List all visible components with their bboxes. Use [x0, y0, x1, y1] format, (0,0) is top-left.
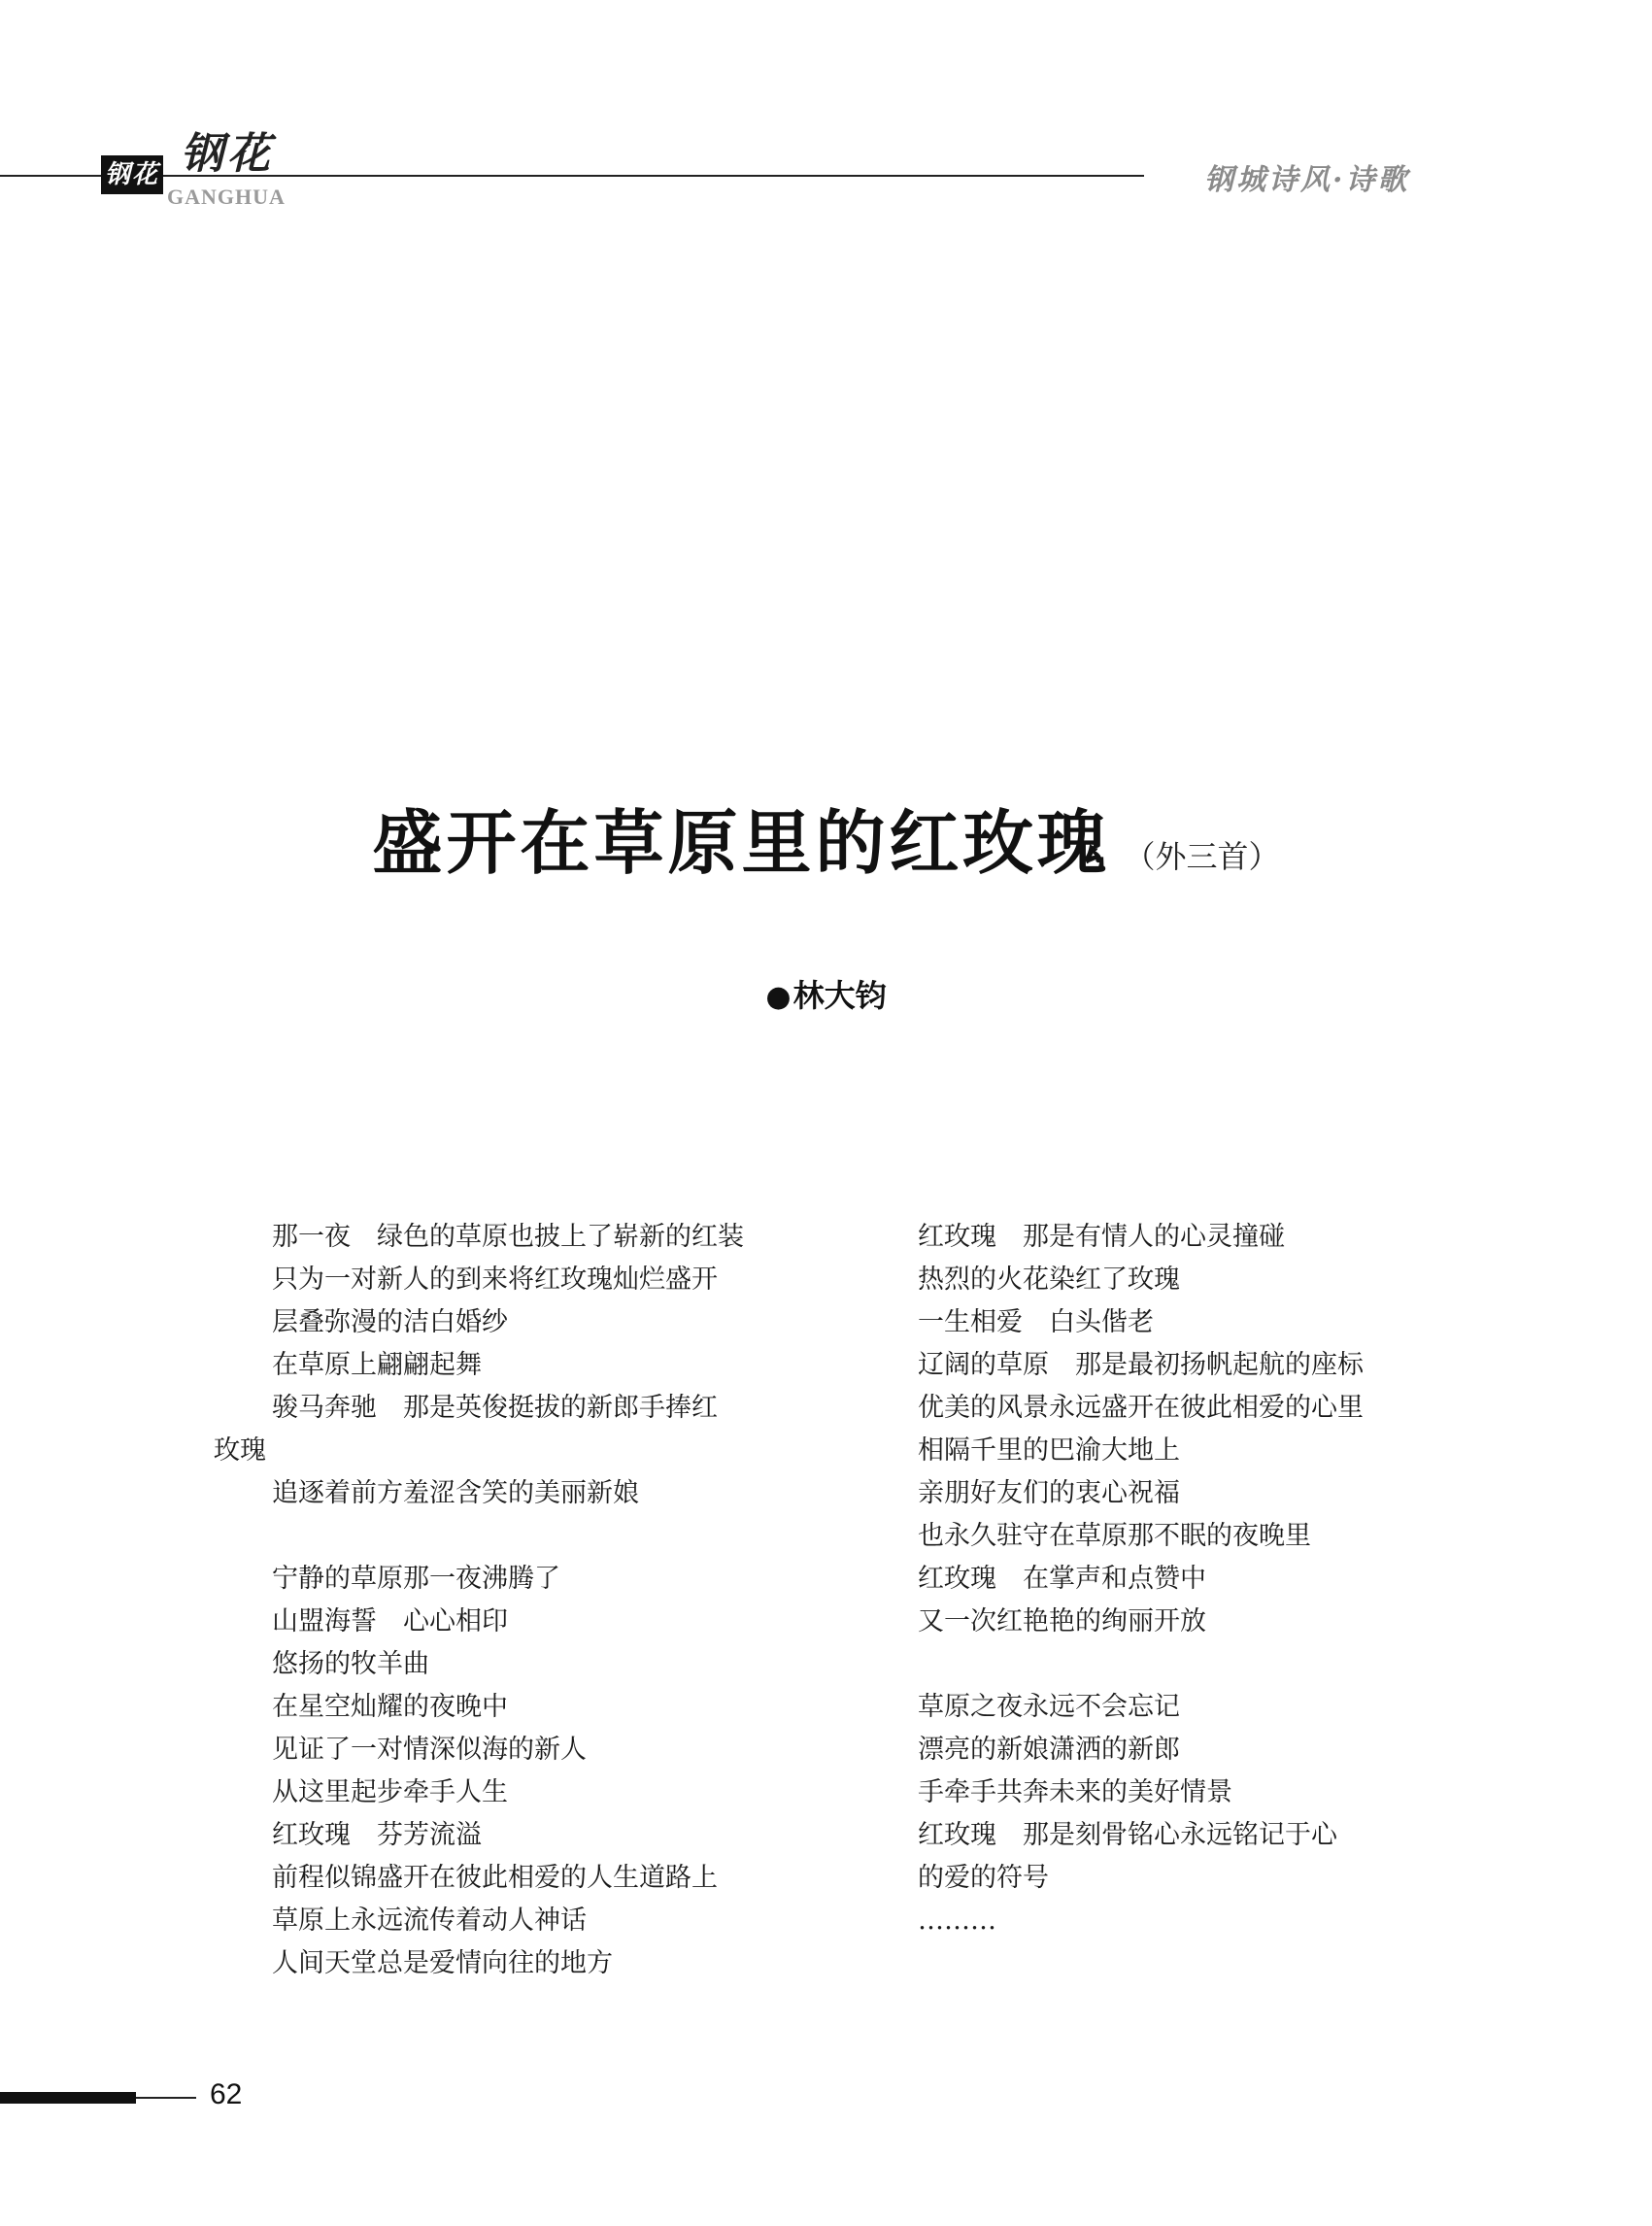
magazine-logo-badge: 钢花: [101, 155, 163, 194]
poem-line: 追逐着前方羞涩含笑的美丽新娘: [272, 1478, 639, 1508]
author-name: 林大钧: [792, 977, 887, 1014]
poem-line: 漂亮的新娘潇洒的新郎: [918, 1735, 1180, 1765]
poem-line: 草原上永远流传着动人神话: [272, 1906, 587, 1936]
poem-line: 红玫瑰 芬芳流溢: [272, 1820, 482, 1850]
poem-line: 前程似锦盛开在彼此相爱的人生道路上: [272, 1863, 718, 1893]
author-byline: [0, 971, 1652, 1016]
poem-line: 又一次红艳艳的绚丽开放: [918, 1606, 1206, 1636]
poem-line: 辽阔的草原 那是最初扬帆起航的座标: [918, 1350, 1364, 1380]
poem-line: 优美的风景永远盛开在彼此相爱的心里: [918, 1393, 1364, 1423]
poem-line: 悠扬的牧羊曲: [272, 1649, 429, 1679]
stanza-gap: [918, 1643, 1462, 1686]
bullet-icon: ●: [765, 980, 792, 1014]
poem-line: 山盟海誓 心心相印: [272, 1606, 508, 1636]
article-title-block: [0, 787, 1652, 888]
poem-line: 从这里起步牵手人生: [272, 1777, 508, 1807]
poem-line: 宁静的草原那一夜沸腾了: [272, 1564, 560, 1594]
poem-line: 手牵手共奔未来的美好情景: [918, 1777, 1232, 1807]
poem-line: 层叠弥漫的洁白婚纱: [272, 1307, 508, 1337]
poem-line: 在星空灿耀的夜晚中: [272, 1692, 508, 1722]
header-rule: [0, 175, 1144, 177]
stanza-gap: [0, 1515, 777, 1558]
poem-line: 见证了一对情深似海的新人: [272, 1735, 587, 1765]
magazine-logo-title: 钢花: [181, 129, 274, 179]
poem-line: 草原之夜永远不会忘记: [918, 1692, 1180, 1722]
magazine-logo-roman: GANGHUA: [167, 185, 286, 209]
poem-line: 亲朋好友们的衷心祝福: [918, 1478, 1180, 1508]
footer-bar: [0, 2092, 136, 2104]
section-label: 钢城诗风·诗歌: [1204, 163, 1410, 197]
poem-line: 在草原上翩翩起舞: [272, 1350, 482, 1380]
poem-line: 骏马奔驰 那是英俊挺拔的新郎手捧红: [272, 1393, 718, 1423]
poem-line: 那一夜 绿色的草原也披上了崭新的红装: [272, 1222, 744, 1252]
poem-left-column: [0, 1216, 777, 1985]
footer-rule: [136, 2097, 196, 2099]
article-subtitle: （外三首）: [1124, 838, 1280, 875]
poem-line: 玫瑰: [214, 1435, 266, 1466]
poem-line: 一生相爱 白头偕老: [918, 1307, 1154, 1337]
poem-line: 也永久驻守在草原那不眠的夜晚里: [918, 1521, 1311, 1551]
poem-line: 红玫瑰 那是有情人的心灵撞碰: [918, 1222, 1285, 1252]
poem-line: 人间天堂总是爱情向往的地方: [272, 1948, 613, 1978]
poem-line: 相隔千里的巴渝大地上: [918, 1435, 1180, 1466]
poem-line: 红玫瑰 在掌声和点赞中: [918, 1564, 1206, 1594]
poem-line: ………: [918, 1906, 996, 1936]
page-number: 62: [210, 2078, 243, 2110]
poem-line: 只为一对新人的到来将红玫瑰灿烂盛开: [272, 1265, 718, 1295]
poem-line: 的爱的符号: [918, 1863, 1049, 1893]
poem-line: 红玫瑰 那是刻骨铭心永远铭记于心: [918, 1820, 1337, 1850]
article-title: 盛开在草原里的红玫瑰: [372, 801, 1111, 884]
poem-right-column: [918, 1216, 1462, 1942]
poem-line: 热烈的火花染红了玫瑰: [918, 1265, 1180, 1295]
